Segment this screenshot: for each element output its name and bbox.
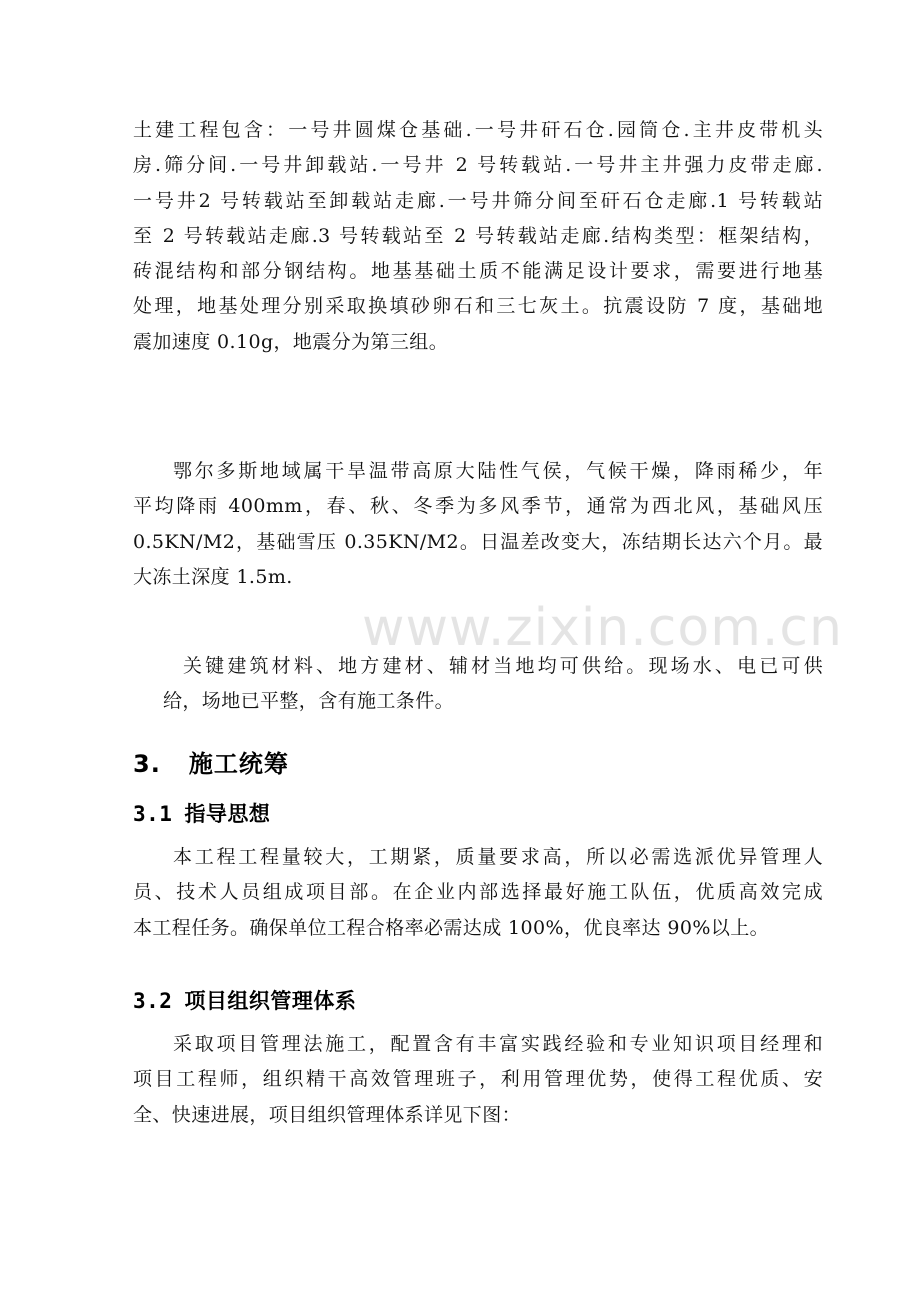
section-number: 3. [133, 750, 161, 778]
text-line: 采取项目管理法施工，配置含有丰富实践经验和专业知识项目经理和 [173, 1033, 823, 1055]
section-title: 指导思想 [184, 802, 271, 826]
paragraph-civil-works [133, 113, 823, 360]
section-title: 项目组织管理体系 [184, 989, 357, 1013]
section-number: 3.2 [133, 989, 173, 1013]
text-line: 本工程任务。确保单位工程合格率必需达成 100%，优良率达 90%以上。 [133, 916, 770, 939]
watermark-text: www.zixin.com.cn [362, 598, 843, 658]
text-line: 全、快速进展，项目组织管理体系详见下图： [133, 1103, 522, 1126]
text-line: 给，场地已平整，含有施工条件。 [163, 690, 455, 713]
text-line: 大冻土深度 1.5m. [133, 565, 293, 588]
text-line: 鄂尔多斯地域属干旱温带高原大陆性气侯，气候干燥，降雨稀少，年 [173, 460, 823, 482]
section-number: 3.1 [133, 802, 173, 826]
text-line: 震加速度 0.10g，地震分为第三组。 [133, 330, 449, 353]
text-line: 至 2 号转载站走廊.3 号转载站至 2 号转载站走廊.结构类型：框架结构， [133, 224, 823, 247]
text-line: 土建工程包含：一号井圆煤仓基础.一号井矸石仓.园筒仓.主井皮带机头 [133, 119, 823, 141]
text-line: 房.筛分间.一号井卸载站.一号井 2 号转载站.一号井主井强力皮带走廊. [133, 154, 823, 177]
text-line: 处理，地基处理分别采取换填砂卵石和三七灰土。抗震设防 7 度，基础地 [133, 295, 823, 318]
paragraph-project-organization [133, 1027, 823, 1133]
text-line: 项目工程师，组织精干高效管理班子，利用管理优势，使得工程优质、安 [133, 1068, 823, 1091]
section-heading-3 [133, 744, 289, 779]
section-heading-3-1 [133, 798, 270, 828]
text-line: 平均降雨 400mm，春、秋、冬季为多风季节，通常为西北风，基础风压 [133, 495, 823, 518]
paragraph-climate [133, 454, 823, 595]
section-title: 施工统筹 [188, 750, 289, 778]
text-line: 本工程工程量较大，工期紧，质量要求高，所以必需选派优异管理人 [173, 846, 823, 868]
text-line: 员、技术人员组成项目部。在企业内部选择最好施工队伍，优质高效完成 [133, 881, 823, 904]
text-line: 一号井2 号转载站至卸载站走廊.一号井筛分间至矸石仓走廊.1 号转载站 [133, 189, 823, 212]
section-heading-3-2 [133, 985, 356, 1015]
paragraph-site-conditions [143, 649, 823, 720]
paragraph-guiding-ideology [133, 840, 823, 946]
text-line: 关键建筑材料、地方建材、辅材当地均可供给。现场水、电已可供 [183, 655, 823, 677]
text-line: 0.5KN/M2，基础雪压 0.35KN/M2。日温差改变大，冻结期长达六个月。最 [133, 530, 823, 553]
text-line: 砖混结构和部分钢结构。地基基础土质不能满足设计要求，需要进行地基 [133, 260, 823, 283]
